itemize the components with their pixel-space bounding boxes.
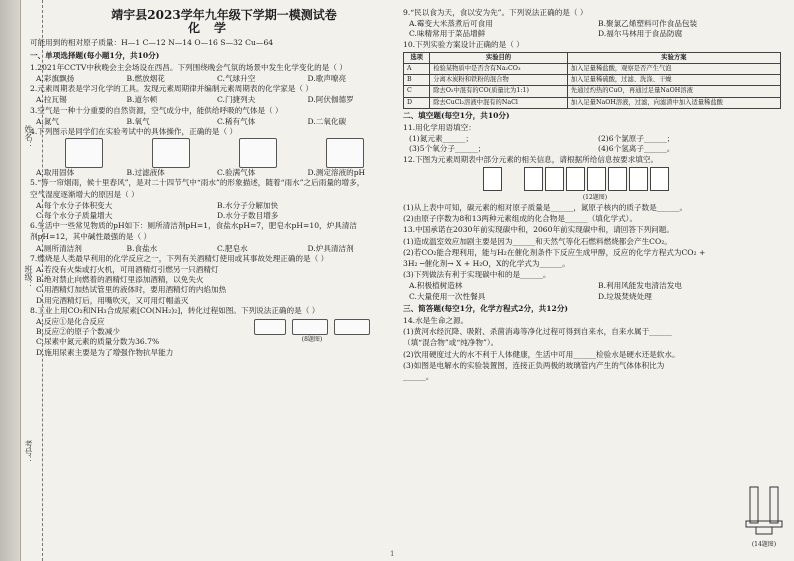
option[interactable]: A.取用固体 — [36, 168, 75, 178]
intermediate-box — [292, 319, 328, 335]
table-header: 实验目的 — [430, 52, 568, 63]
q14-item: （填“混合物”或“纯净物”）。 — [403, 338, 499, 348]
option[interactable]: D.用完酒精灯后，用嘴吹灭，又可用灯帽盖灭 — [36, 295, 189, 305]
subject-title: 化学 — [187, 21, 240, 36]
option[interactable]: C.尿素中氮元素的质量分数为36.7% — [36, 337, 160, 347]
option[interactable]: D.垃圾焚烧处理 — [598, 291, 652, 301]
table-cell: 除去CuCl₂溶液中混有的NaCl — [430, 97, 568, 108]
section1-heading: 一、单项选择题(每小题1分，共10分) — [30, 50, 160, 60]
q13-item-1: (1)造成温室效应加剧主要是因为______和天然气等化石燃料燃烧都会产生CO₂。 — [403, 236, 672, 246]
option[interactable]: D.炉具清洁剂 — [307, 243, 354, 253]
electrolysis-apparatus-figure — [742, 485, 786, 548]
solid-sampling-figure — [65, 138, 103, 168]
q12-item-1: (1)从上表中可知，碳元素的相对原子质量是______，氮原子核内的质子数是______。 — [403, 203, 688, 213]
element-cell — [650, 167, 669, 191]
electrolysis-icon — [742, 485, 786, 535]
table-cell: 加入足量稀硫酸，过滤、洗涤、干燥 — [567, 75, 780, 86]
element-cell — [587, 167, 606, 191]
q13-item-2: (2)若CO₂能合理利用，能与H₂在催化剂条件下反应生成甲醇，反应的化学方程式为CO₂ + — [403, 247, 706, 257]
table-cell: 加入足量稀盐酸，观察是否产生气泡 — [567, 64, 780, 75]
table-cell: 分离木炭粉和铁粉的混合物 — [430, 75, 568, 86]
fill-blank[interactable]: (3)5个氧分子______； — [409, 144, 486, 154]
table-row — [404, 97, 781, 108]
option[interactable]: A.积极植树造林 — [409, 281, 463, 291]
experiment-table — [403, 52, 781, 109]
table-header-row — [404, 52, 781, 63]
option[interactable]: D.测定溶液的pH — [307, 168, 366, 178]
table-cell: D — [404, 97, 430, 108]
table-cell: A — [404, 64, 430, 75]
element-cell — [545, 167, 564, 191]
ph-test-figure — [326, 138, 364, 168]
option[interactable]: D.二氧化碳 — [307, 116, 347, 126]
table-header: 实验方案 — [567, 52, 780, 63]
atomic-masses: 可能用到的相对原子质量：H—1 C—12 N—14 O—16 S—32 Cu—64 — [30, 38, 274, 48]
option[interactable]: C.稀有气体 — [217, 116, 256, 126]
option[interactable]: C.肥皂水 — [217, 243, 248, 253]
q8-block — [30, 317, 398, 358]
q14-items — [403, 327, 728, 382]
q8-molecule-boxes — [226, 319, 398, 335]
option[interactable]: A.反应①是化合反应 — [36, 317, 105, 327]
table-cell: 加入足量NaOH溶液，过滤，向滤渣中加入适量稀盐酸 — [567, 97, 780, 108]
q9-options — [403, 19, 787, 39]
option[interactable]: D.福尔马林用于食品防腐 — [598, 29, 683, 39]
table-cell: C — [404, 86, 430, 97]
option[interactable]: A.若没有火柴或打火机，可用酒精灯引燃另一只酒精灯 — [36, 265, 219, 275]
q14-item: (3)如图是电解水的实验装置图，连接正负两极的玻璃管内产生的气体体积比为 — [403, 360, 665, 370]
q13-item-3: (3)下列做法有利于实现碳中和的是______。 — [403, 270, 551, 280]
option[interactable]: B.聚氯乙烯塑料可作食品包装 — [598, 19, 698, 29]
question-13: 13.中国承诺在2030年前实现碳中和，2060年前实现碳中和，请回答下列问题。 — [403, 225, 674, 235]
question-2: 2.元素周期表是学习化学的工具。发现元素周期律并编制元素周期表的化学家是（ ） — [30, 84, 314, 94]
left-column — [30, 8, 398, 358]
filtration-figure — [152, 138, 190, 168]
option[interactable]: A.拉瓦锡 — [36, 95, 67, 105]
question-9: 9.“民以食为天，食以安为先”。下列说法正确的是（ ） — [403, 8, 588, 17]
option[interactable]: A.霉变大米蒸煮后可食用 — [409, 19, 493, 29]
option[interactable]: A.每个水分子体积变大 — [36, 200, 113, 210]
q11-items — [403, 134, 787, 154]
exam-title: 靖宇县2023学年九年级下学期一模测试卷 — [111, 8, 337, 22]
option[interactable]: C.味精常用于菜品增鲜 — [409, 29, 486, 39]
option[interactable]: B.道尔顿 — [126, 95, 158, 105]
q4-figures — [30, 138, 398, 168]
question-8: 8.工业上用CO₂和NH₃合成尿素[CO(NH₂)₂]，转化过程如图。下列说法正确的是（ ） — [30, 305, 320, 315]
q13-item-equation: 3H₂ ─催化剂→ X + H₂O，X的化学式为______。 — [403, 259, 570, 269]
option[interactable]: D.水分子数目增多 — [217, 211, 279, 221]
gas-test-figure — [239, 138, 277, 168]
element-cell — [629, 167, 648, 191]
table-cell: 先通过灼热的CuO，再通过足量NaOH溶液 — [567, 86, 780, 97]
name-label: 姓名： — [24, 125, 33, 149]
element-cell — [483, 167, 502, 191]
fill-blank[interactable]: (2)6个氯原子______； — [598, 134, 675, 144]
question-7: 7.燃烧是人类最早利用的化学反应之一，下列有关酒精灯使用或其事故处理正确的是（ ） — [30, 253, 329, 263]
q1-options — [30, 74, 398, 84]
question-11: 11.用化学用语填空： — [403, 123, 476, 133]
table-row — [404, 86, 781, 97]
q5-options — [30, 201, 398, 221]
question-4: 4.下列图示是同学们在实验考试中的具体操作，正确的是（ ） — [30, 127, 238, 137]
option[interactable]: B.氧气 — [126, 116, 150, 126]
option[interactable]: D.施用尿素主要是为了增强作物抗旱能力 — [36, 347, 174, 357]
q4-options — [30, 168, 398, 178]
option[interactable]: C.验满气体 — [217, 168, 256, 178]
fill-blank[interactable]: (4)6个氢离子______。 — [598, 144, 675, 154]
q3-options — [30, 117, 398, 127]
q14-caption: (14题图) — [751, 541, 777, 548]
table-cell: B — [404, 75, 430, 86]
question-10: 10.下列实验方案设计正确的是（ ） — [403, 39, 524, 49]
q12-caption: (12题图) — [582, 193, 608, 201]
q13-options — [403, 281, 787, 301]
option[interactable]: C.门捷列夫 — [217, 95, 256, 105]
q2-options — [30, 95, 398, 105]
question-6-line2: 剂pH=12，其中碱性最强的是（ ） — [30, 232, 152, 242]
option[interactable]: D.歌声嘹亮 — [307, 74, 347, 84]
question-5-line2: 空气湿度逐渐增大的原因是（ ） — [30, 189, 139, 199]
option[interactable]: D.阿伏伽德罗 — [307, 95, 354, 105]
table-row — [404, 64, 781, 75]
element-cell — [524, 167, 543, 191]
section2-heading: 二、填空题(每空1分，共10分) — [403, 110, 510, 120]
q8-caption: (8题图) — [301, 336, 323, 344]
option[interactable]: C.大量使用一次性餐具 — [409, 291, 486, 301]
option[interactable]: B.反应②的原子个数减少 — [36, 327, 120, 337]
fill-blank[interactable]: (1)氮元素______； — [409, 134, 473, 144]
element-cell — [608, 167, 627, 191]
option[interactable]: C.每个水分子质量增大 — [36, 211, 113, 221]
q12-item-2: (2)由原子序数为8和13两种元素组成的化合物是______（填化学式）。 — [403, 214, 638, 224]
question-6-line1: 6.生活中一些常见物质的pH如下：厕所清洁剂pH=1，食盐水pH=7，肥皂水pH=10，炉具清洁 — [30, 221, 357, 231]
question-12: 12.下图为元素周期表中部分元素的相关信息，请根据所给信息按要求填空。 — [403, 154, 659, 164]
option[interactable]: B.水分子分解加快 — [217, 200, 279, 210]
option[interactable]: B.绝对禁止向燃着的酒精灯里添加酒精，以免失火 — [36, 275, 204, 285]
table-cell: 除去O₂中混有的CO(质量比为1:1) — [430, 86, 568, 97]
option[interactable]: C.用酒精灯加热试管里的液体时，要用酒精灯的内焰加热 — [36, 285, 227, 295]
q8-figure — [226, 317, 398, 358]
question-14: 14.水是生命之源。 — [403, 316, 469, 326]
question-3: 3.空气是一种十分重要的自然资源，空气成分中，能供给呼吸的气体是（ ） — [30, 105, 283, 115]
element-cell — [566, 167, 585, 191]
question-5-line1: 5.“等一帘烟雨，候十里春风”，是对二十四节气中“雨水”的形象描述，随着“雨水”之后雨量的增多， — [30, 178, 365, 188]
periodic-table-figure — [483, 167, 787, 191]
section3-heading: 三、简答题(每空1分，化学方程式2分，共12分) — [403, 303, 569, 313]
q8-options — [30, 317, 226, 358]
table-header: 选项 — [404, 52, 430, 63]
option[interactable]: A.氮气 — [36, 116, 60, 126]
q6-options — [30, 244, 398, 254]
exam-number-label: 考号： — [24, 440, 33, 464]
page-number: 1 — [390, 550, 395, 558]
q14-item: (2)饮用硬度过大的水不利于人体健康，生活中可用______检验水是硬水还是软水。 — [403, 349, 680, 359]
option[interactable]: B.食盐水 — [126, 243, 158, 253]
table-row — [404, 75, 781, 86]
question-1: 1.2021年CCTV中秋晚会主会场设在西昌。下列围绕晚会气氛的场景中发生化学变化的是（ ） — [30, 62, 347, 72]
right-column — [403, 8, 787, 383]
co2-nh3-box — [254, 319, 286, 335]
option[interactable]: B.燃放烟花 — [126, 74, 165, 84]
table-cell: 检验某物质中是否含有Na₂CO₃ — [430, 64, 568, 75]
urea-box — [334, 319, 370, 335]
option[interactable]: C.气球升空 — [217, 74, 256, 84]
binding-strip — [0, 0, 21, 561]
option[interactable]: A.彩旗飘扬 — [36, 74, 75, 84]
option[interactable]: B.利用风能发电清洁发电 — [598, 281, 682, 291]
option[interactable]: B.过滤液体 — [126, 168, 165, 178]
q14-item: (1)黄河水经沉降、吸附、杀菌消毒等净化过程可得到自来水，自来水属于______ — [403, 327, 672, 337]
class-label: 班级： — [24, 265, 33, 289]
option[interactable]: A.厕所清洁剂 — [36, 243, 82, 253]
q14-item: ______。 — [403, 372, 434, 382]
q7-options — [30, 265, 398, 306]
